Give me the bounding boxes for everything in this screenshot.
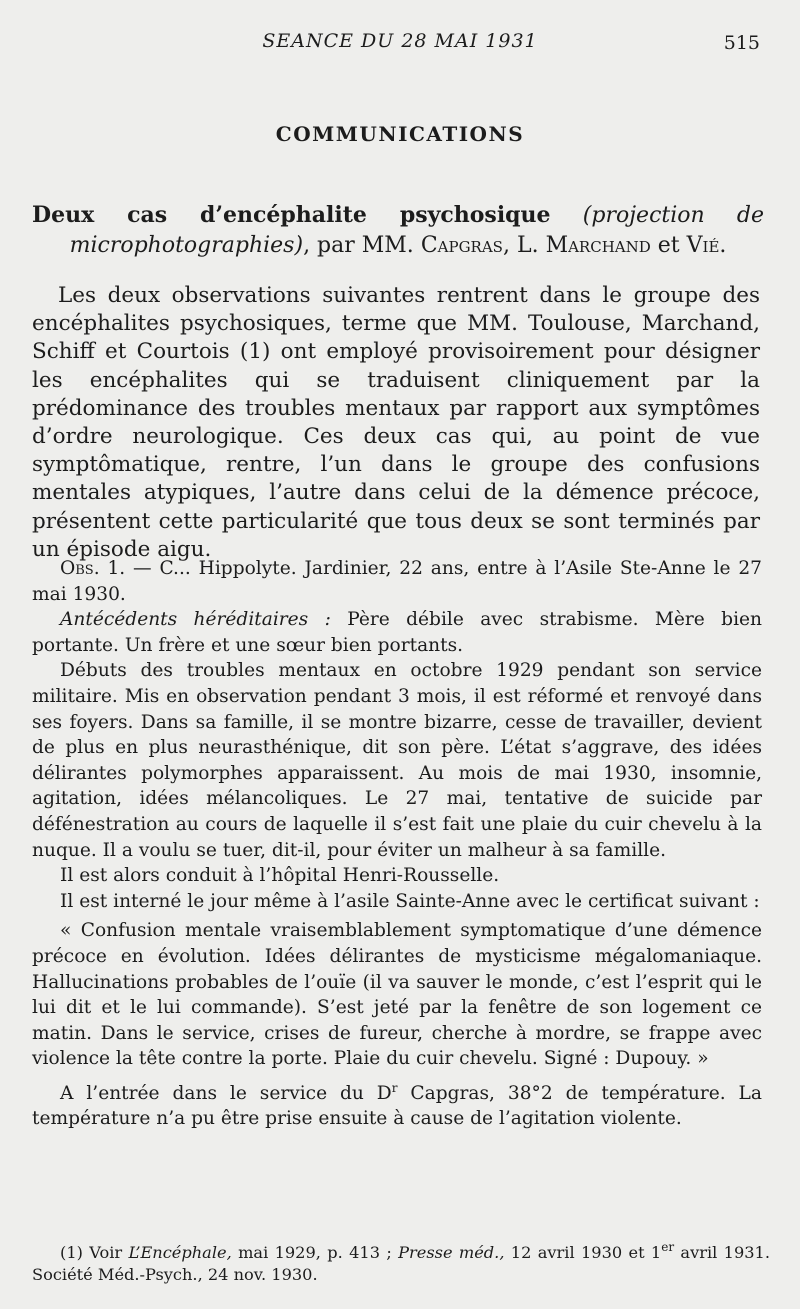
entree-sup: r — [391, 1080, 398, 1095]
entree-paragraph — [32, 1076, 762, 1132]
article-title-and: et — [657, 233, 680, 258]
footnote-text1: mai 1929, p. 413 ; — [231, 1243, 399, 1262]
interne-paragraph: Il est interné le jour même à l’asile Sainte-Anne avec le certificat suivant : — [60, 890, 760, 912]
antecedents-label: Antécédents héréditaires : — [60, 609, 331, 631]
footnote-journal-encephale: L’Encéphale, — [128, 1243, 232, 1262]
article-title: Deux cas d’encéphalite psychosique (projection de microphotographies), par MM. Capgras, L. Marchand et Vié. — [32, 202, 765, 258]
article-title-by: , par MM. — [303, 233, 414, 258]
section-title: COMMUNICATIONS — [275, 122, 525, 146]
article-title-end: . — [719, 233, 727, 258]
footnote-text2: 12 avril 1930 et 1 — [504, 1243, 662, 1262]
debuts-paragraph: Débuts des troubles mentaux en octobre 1929 pendant son service militaire. Mis en observation pendant 3 mois, il est réformé et renvoyé dans ses foyers. Dans sa famille, il se montre bizarre, cesse de travailler, devient de plus en plus neurasthénique, dit son père. L’état s’aggrave, des idées délirantes polymorphes apparaissent. Au mois de mai 1930, insomnie, agitation, idées mélancoliques. Le 27 mai, tentative de suicide par défénestration au cours de laquelle il s’est fait une plaie du cuir chevelu à la nuque. Il a voulu se tuer, dit-il, pour éviter un malheur à sa famille. — [32, 660, 762, 861]
footnote-text3: avril 1931. Société Méd.-Psych., 24 nov. 1930. — [32, 1243, 770, 1284]
obs-text: — C... Hippolyte. Jardinier, 22 ans, entre à l’Asile Ste-Anne le 27 mai 1930. — [32, 558, 762, 605]
author-vie: Vié — [686, 233, 720, 258]
page-header — [0, 30, 800, 60]
article-title-subtitle: (projection de microphotographies) — [69, 203, 765, 258]
antecedents-paragraph — [32, 607, 762, 658]
article-title-main: Deux cas d’encéphalite psychosique — [32, 202, 551, 228]
footnote-journal-presse: Presse méd., — [398, 1243, 505, 1262]
entree-before: A l’entrée dans le service du D — [60, 1082, 392, 1104]
author-marchand: L. Marchand — [516, 233, 651, 258]
author-capgras: Capgras — [420, 233, 503, 258]
footnote-num: (1) Voir — [60, 1243, 129, 1262]
obs-label: Obs. 1. — [60, 558, 126, 579]
page-number: 515 — [723, 32, 760, 54]
observation-body — [32, 556, 762, 1132]
entree-after: Capgras, 38°2 de température. La température n’a pu être prise ensuite à cause de l’agitation violente. — [32, 1082, 762, 1130]
running-title: SEANCE DU 28 MAI 1931 — [262, 30, 538, 52]
certificate-quote: « Confusion mentale vraisemblablement symptomatique d’une démence précoce en évolution. Idées délirantes de mysticisme mégalomaniaque. Hallucinations probables de l’ouïe (il va sauver le monde, c’est l’esprit qui le lui dit et le lui commande). S’est jeté par la fenêtre de son logement ce matin. Dans le service, crises de fureur, cherche à mordre, se frappe avec violence la tête contre la porte. Plaie du cuir chevelu. Signé : Dupouy. » — [32, 920, 762, 1070]
footnote — [32, 1236, 770, 1286]
intro-paragraph: Les deux observations suivantes rentrent dans le groupe des encéphalites psychosiques, terme que MM. Toulouse, Marchand, Schiff et Courtois (1) ont employé provisoirement pour désigner les encéphalites qui se traduisent cliniquement par la prédominance des troubles mentaux par rapport aux symptômes d’ordre neurologique. Ces deux cas qui, au point de vue symptômatique, rentre, l’un dans le groupe des confusions mentales atypiques, l’autre dans celui de la démence précoce, présentent cette particularité que tous deux se sont terminés par un épisode aigu. — [32, 283, 760, 562]
conduit-paragraph: Il est alors conduit à l’hôpital Henri-Rousselle. — [60, 865, 500, 887]
observation-heading — [32, 556, 762, 607]
footnote-sup: er — [661, 1240, 675, 1254]
antecedents-text: Père débile avec strabisme. Mère bien portante. Un frère et une sœur bien portants. — [32, 609, 762, 656]
